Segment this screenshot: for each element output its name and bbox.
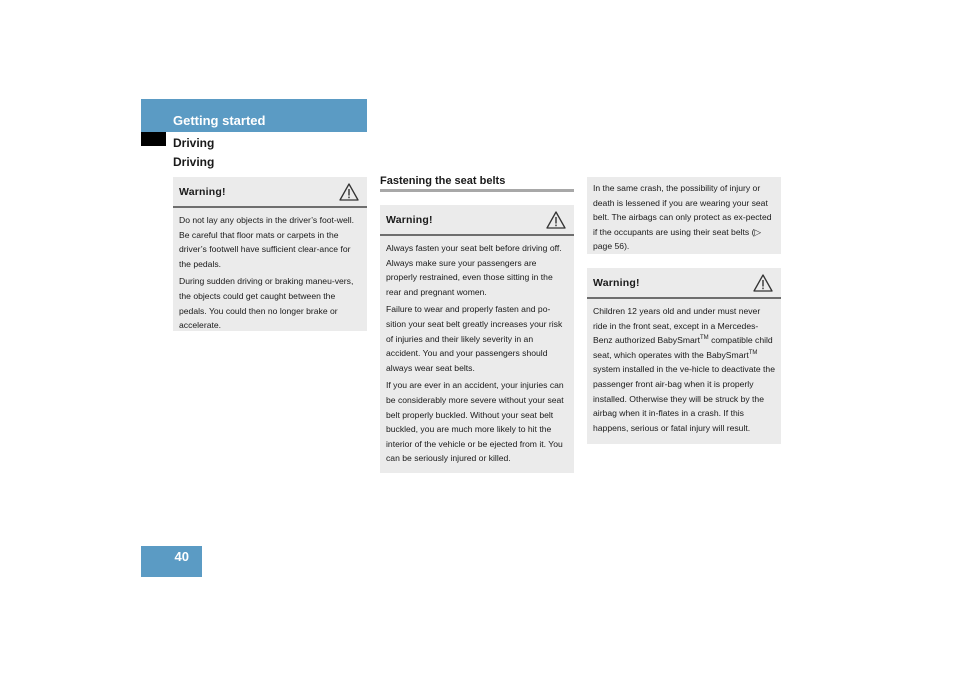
warning-paragraph: If you are ever in an accident, your injuries can be considerably more severe without your seat belt properly buckled. Without your seat belt buckled, you are much more likely to hit the interior of the vehicle or be ejected from it. You can be seriously injured or killed.	[386, 380, 564, 464]
continuation-body	[587, 177, 781, 261]
warning-body	[173, 208, 367, 340]
warning-title: Warning!	[593, 277, 640, 289]
warning-body	[587, 299, 781, 442]
warning-paragraph: Failure to wear and properly fasten and po-sition your seat belt greatly increases your risk of injuries and their likely severity in an accident. You and your passengers should always wear seat belts.	[386, 304, 563, 373]
warning-paragraph: Do not lay any objects in the driver’s foot-well. Be careful that floor mats or carpets in the driver’s footwell have sufficient clear-ance for the pedals.	[179, 215, 354, 269]
section-title-header: Getting started	[173, 113, 266, 128]
header-marker	[141, 132, 166, 146]
warning-paragraph	[593, 304, 775, 435]
continuation-box	[587, 177, 781, 254]
page-number: 40	[174, 549, 189, 564]
trademark-mark: TM	[748, 349, 758, 356]
subheading-1: Driving	[173, 136, 215, 150]
warning-body	[380, 236, 574, 473]
section-heading: Fastening the seat belts	[380, 175, 506, 187]
text-part: compatible child seat, which operates with the BabySmart	[593, 335, 773, 360]
warning-box-footwell	[173, 177, 367, 331]
warning-header	[173, 177, 367, 208]
warning-box-children	[587, 268, 781, 444]
continuation-text: In the same crash, the possibility of injury or death is lessened if you are wearing your seat belt. The airbags can only protect as ex-pected if the occupants are using their seat belts (▷ page 56).	[593, 183, 772, 252]
text-part: system installed in the ve-hicle to deactivate the passenger front air-bag when it is properly installed. Otherwise they will be struck by the airbag when it in-flates in a crash. If this happens, serious or fatal injury will result.	[593, 364, 775, 433]
text-part: Children 12 years old and under must never ride in the front seat, except in a Mercedes-Benz authorized BabySmart	[593, 306, 761, 346]
warning-paragraph: During sudden driving or braking maneu-vers, the objects could get caught between the pedals. You could then no longer brake or accelerate.	[179, 276, 354, 331]
trademark-mark: TM	[700, 335, 709, 342]
subheading-2: Driving	[173, 155, 215, 169]
warning-header	[587, 268, 781, 299]
warning-paragraph: Always fasten your seat belt before driving off. Always make sure your passengers are properly restrained, even those sitting in the rear and pregnant women.	[386, 243, 562, 297]
warning-title: Warning!	[179, 186, 226, 198]
warning-title: Warning!	[386, 214, 433, 226]
warning-box-seat-belts	[380, 205, 574, 473]
warning-triangle-icon	[753, 274, 773, 292]
warning-triangle-icon	[339, 183, 359, 201]
warning-header	[380, 205, 574, 236]
warning-triangle-icon	[546, 211, 566, 229]
section-rule	[380, 189, 574, 192]
